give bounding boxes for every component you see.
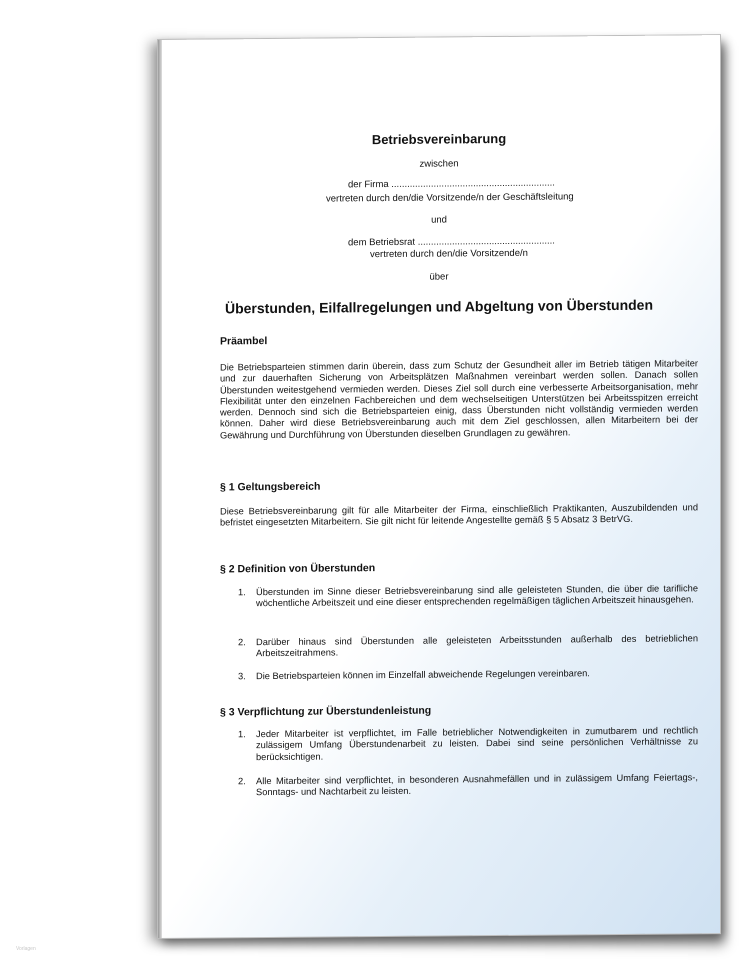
list-item	[238, 633, 698, 659]
company-line: der Firma ..............................................................	[348, 177, 555, 191]
watermark-text: Vorlagen	[16, 946, 36, 952]
list-item	[238, 667, 698, 682]
list-text: Alle Mitarbeiter sind verpflichtet, in besonderen Ausnahmefällen und in zulässigem Umfang Feiertags-, Sonntags- und Nachtarbeit zu leisten.	[256, 772, 698, 798]
preamble-text: Die Betriebsparteien stimmen darin überein, dass zum Schutz der Gesundheit aller im Betrieb tätigen Mitarbeiter und zur dauerhaften Sicherung von Arbeitsplätzen Maßnahmen vereinbart werden sollen. Danach sollen Überstunden weitestgehend vermieden werden. Dieses Ziel soll durch eine verbesserte Arbeitsorganisation, mehr Flexibilität unter den einzelnen Fachbereichen und dem wechselseitigen Unterstützen bei Arbeitsspitzen erreicht werden. Dennoch sind sich die Betriebsparteien einig, dass Überstunden nicht vollständig vermieden werden können. Daher wird diese Betriebsvereinbarung auch mit dem Ziel geschlossen, allen Mitarbeitern bei der Gewährung und Durchführung von Überstunden dieselben Grundlagen zu gewähren.	[220, 358, 698, 441]
document-title: Betriebsvereinbarung	[371, 130, 507, 148]
list-item	[238, 772, 698, 798]
list-text: Jeder Mitarbeiter ist verpflichtet, im Falle betrieblicher Notwendigkeiten in zumutbarem und rechtlich zulässigem Umfang Überstundenarbeit zu leisten. Dabei sind seine persönlichen Verhältnisse zu berücksichtigen.	[256, 725, 698, 762]
list-text: Darüber hinaus sind Überstunden alle geleisteten Arbeitsstunden außerhalb des betrieblichen Arbeitszeitrahmens.	[256, 633, 698, 659]
section-1-text: Diese Betriebsvereinbarung gilt für alle Mitarbeiter der Firma, einschließlich Praktikanten, Auszubildenden und befristet eingesetzten Mitarbeitern. Sie gilt nicht für leitende Angestellte gemäß § 5 Absatz 3 BetrVG.	[220, 502, 698, 528]
section-2-heading: § 2 Definition von Überstunden	[220, 562, 376, 576]
council-representative: vertreten durch den/die Vorsitzende/n	[370, 247, 528, 261]
section-3-heading: § 3 Verpflichtung zur Überstundenleistung	[220, 704, 432, 719]
about-label: über	[429, 271, 449, 283]
list-number: 2.	[238, 637, 246, 648]
list-item	[238, 583, 698, 609]
list-text: Überstunden im Sinne dieser Betriebsvereinbarung sind alle geleisteten Stunden, die über die tarifliche wöchentliche Arbeitszeit und eine dieser entsprechenden regelmäßigen täglichen Arbeitszeit hinausgehen.	[256, 583, 698, 609]
list-number: 1.	[238, 587, 246, 598]
council-line: dem Betriebsrat ....................................................	[348, 235, 555, 249]
list-number: 2.	[238, 776, 246, 787]
section-1-heading: § 1 Geltungsbereich	[220, 480, 321, 494]
document-subject: Überstunden, Eilfallregelungen und Abgeltung von Überstunden	[224, 296, 654, 317]
list-number: 1.	[238, 729, 246, 740]
list-number: 3.	[238, 671, 246, 682]
list-item	[238, 725, 698, 762]
document-page	[158, 35, 720, 938]
list-text: Die Betriebsparteien können im Einzelfall abweichende Regelungen vereinbaren.	[256, 668, 590, 682]
and-label: und	[431, 214, 447, 226]
between-label: zwischen	[419, 158, 459, 170]
company-representative: vertreten durch den/die Vorsitzende/n der Geschäftsleitung	[326, 191, 574, 205]
preamble-heading: Präambel	[220, 335, 268, 348]
